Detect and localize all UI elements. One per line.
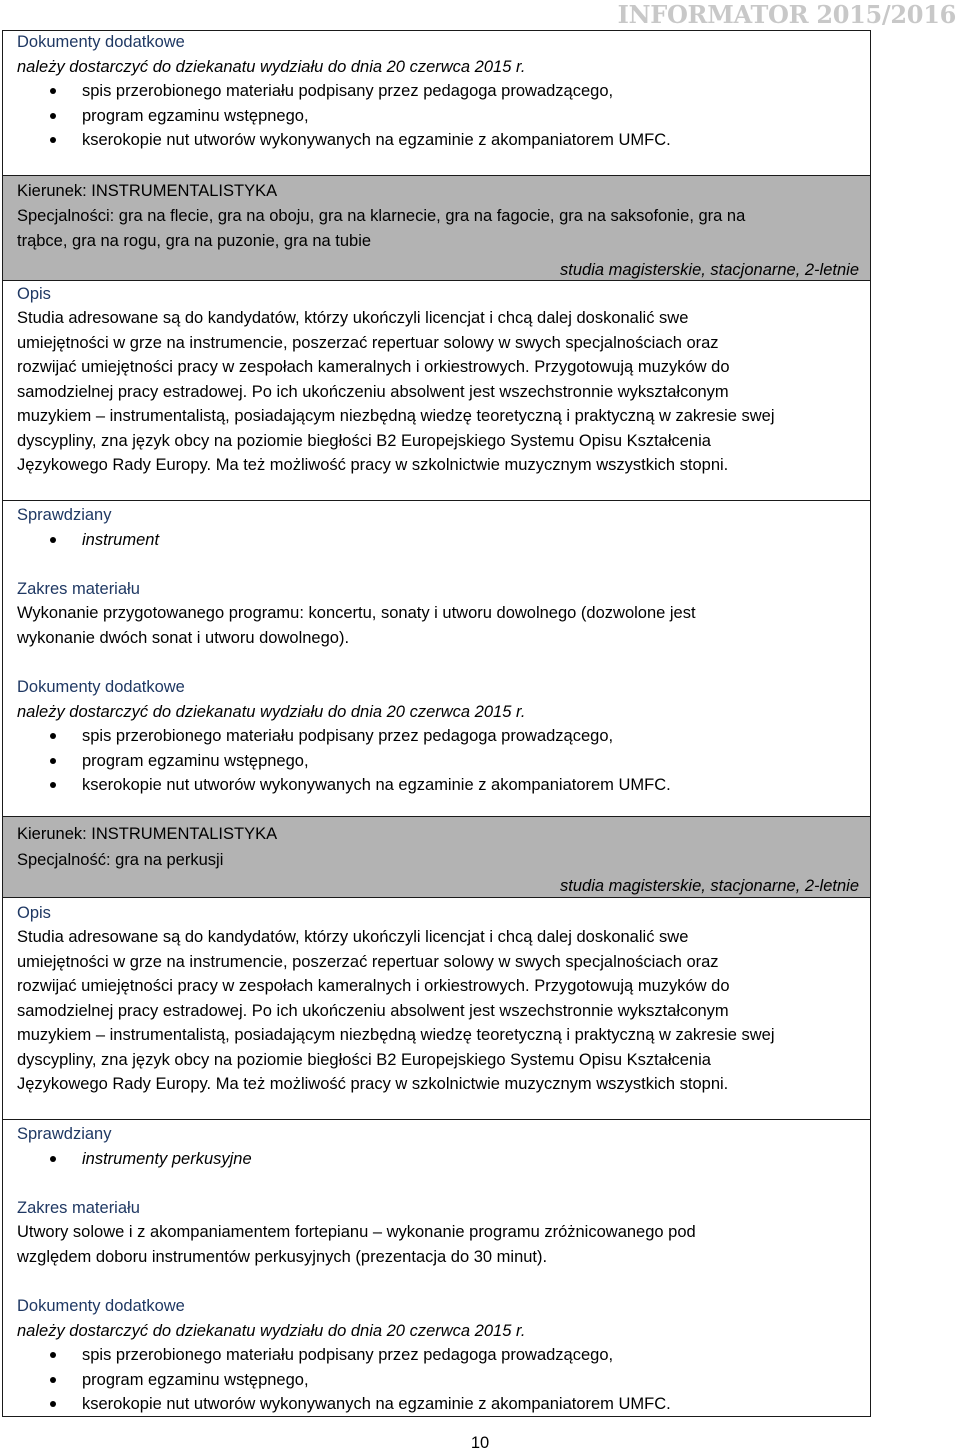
- section-heading-opis: Opis: [17, 285, 51, 303]
- kierunek-title: Kierunek: INSTRUMENTALISTYKA: [17, 182, 278, 200]
- bullet-icon: [50, 782, 56, 788]
- list-item: spis przerobionego materiału podpisany przez pedagoga prowadzącego,: [82, 1346, 614, 1364]
- divider: [3, 500, 870, 501]
- page-number: 10: [470, 1434, 490, 1452]
- zakres-line: względem doboru instrumentów perkusyjnych (prezentacja do 30 minut).: [17, 1248, 548, 1266]
- divider: [3, 897, 870, 898]
- zakres-line: Wykonanie przygotowanego programu: koncertu, sonaty i utworu dowolnego (dozwolone jest: [17, 604, 696, 622]
- bullet-icon: [50, 1377, 56, 1383]
- opis-line: dyscypliny, zna język obcy na poziomie biegłości B2 Europejskiego Systemu Opisu Kształcenia: [17, 1051, 711, 1069]
- document-header-title: INFORMATOR 2015/2016: [617, 0, 956, 29]
- opis-line: Językowego Rady Europy. Ma też możliwość pracy w szkolnictwie muzycznym wszystkich stopni.: [17, 456, 729, 474]
- list-item: program egzaminu wstępnego,: [82, 1371, 309, 1389]
- opis-line: Studia adresowane są do kandydatów, którzy ukończyli licencjat i chcą dalej doskonalić swe: [17, 928, 689, 946]
- list-item: program egzaminu wstępnego,: [82, 752, 309, 770]
- list-item: kserokopie nut utworów wykonywanych na egzaminie z akompaniatorem UMFC.: [82, 776, 671, 794]
- bullet-icon: [50, 1352, 56, 1358]
- section-heading-zakres: Zakres materiału: [17, 580, 140, 598]
- opis-line: muzykiem – instrumentalistą, posiadającym niezbędną wiedzę teoretyczną i praktyczną w zakresie swej: [17, 1026, 775, 1044]
- section-heading-sprawdziany: Sprawdziany: [17, 1125, 112, 1143]
- bullet-icon: [50, 1401, 56, 1407]
- list-item: instrumenty perkusyjne: [82, 1150, 252, 1168]
- opis-line: umiejętności w grze na instrumencie, poszerzać repertuar solowy w swych specjalnościach oraz: [17, 953, 719, 971]
- opis-line: Studia adresowane są do kandydatów, którzy ukończyli licencjat i chcą dalej doskonalić swe: [17, 309, 689, 327]
- section-heading-sprawdziany: Sprawdziany: [17, 506, 112, 524]
- opis-line: muzykiem – instrumentalistą, posiadającym niezbędną wiedzę teoretyczną i praktyczną w zakresie swej: [17, 407, 775, 425]
- section-heading-dokumenty: Dokumenty dodatkowe: [17, 678, 185, 696]
- section-heading-opis: Opis: [17, 904, 51, 922]
- specjalnosc-title: Specjalności: gra na flecie, gra na oboju, gra na klarnecie, gra na fagocie, gra na saksofonie, gra na: [17, 207, 746, 225]
- bullet-icon: [50, 537, 56, 543]
- list-item: spis przerobionego materiału podpisany przez pedagoga prowadzącego,: [82, 82, 614, 100]
- list-item: program egzaminu wstępnego,: [82, 107, 309, 125]
- bullet-icon: [50, 137, 56, 143]
- bullet-icon: [50, 88, 56, 94]
- kierunek-title: Kierunek: INSTRUMENTALISTYKA: [17, 825, 278, 843]
- study-mode-label: studia magisterskie, stacjonarne, 2-letnie: [560, 261, 859, 279]
- opis-line: samodzielnej pracy estradowej. Po ich ukończeniu absolwent jest wszechstronnie wykształconym: [17, 383, 729, 401]
- list-item: kserokopie nut utworów wykonywanych na egzaminie z akompaniatorem UMFC.: [82, 131, 671, 149]
- list-item: kserokopie nut utworów wykonywanych na egzaminie z akompaniatorem UMFC.: [82, 1395, 671, 1413]
- documents-box-top: [2, 30, 871, 176]
- bullet-icon: [50, 733, 56, 739]
- program-box-instrumentalistyka-perkusja: [2, 816, 871, 1417]
- section-heading-zakres: Zakres materiału: [17, 1199, 140, 1217]
- section-heading-dokumenty: Dokumenty dodatkowe: [17, 33, 185, 51]
- specjalnosc-title: Specjalność: gra na perkusji: [17, 851, 224, 869]
- opis-line: dyscypliny, zna język obcy na poziomie biegłości B2 Europejskiego Systemu Opisu Kształcenia: [17, 432, 711, 450]
- list-item: spis przerobionego materiału podpisany przez pedagoga prowadzącego,: [82, 727, 614, 745]
- deadline-text: należy dostarczyć do dziekanatu wydziału do dnia 20 czerwca 2015 r.: [17, 703, 526, 721]
- deadline-text: należy dostarczyć do dziekanatu wydziału do dnia 20 czerwca 2015 r.: [17, 58, 526, 76]
- opis-line: umiejętności w grze na instrumencie, poszerzać repertuar solowy w swych specjalnościach oraz: [17, 334, 719, 352]
- zakres-line: Utwory solowe i z akompaniamentem fortepianu – wykonanie programu zróżnicowanego pod: [17, 1223, 696, 1241]
- opis-line: Językowego Rady Europy. Ma też możliwość pracy w szkolnictwie muzycznym wszystkich stopni.: [17, 1075, 729, 1093]
- program-box-instrumentalistyka-dete: [2, 175, 871, 817]
- specjalnosc-title: trąbce, gra na rogu, gra na puzonie, gra na tubie: [17, 232, 372, 250]
- opis-line: rozwijać umiejętności pracy w zespołach kameralnych i orkiestrowych. Przygotowują muzyków do: [17, 977, 730, 995]
- section-heading-dokumenty: Dokumenty dodatkowe: [17, 1297, 185, 1315]
- opis-line: samodzielnej pracy estradowej. Po ich ukończeniu absolwent jest wszechstronnie wykształconym: [17, 1002, 729, 1020]
- deadline-text: należy dostarczyć do dziekanatu wydziału do dnia 20 czerwca 2015 r.: [17, 1322, 526, 1340]
- study-mode-label: studia magisterskie, stacjonarne, 2-letnie: [560, 877, 859, 895]
- bullet-icon: [50, 1156, 56, 1162]
- zakres-line: wykonanie dwóch sonat i utworu dowolnego).: [17, 629, 350, 647]
- list-item: instrument: [82, 531, 160, 549]
- opis-line: rozwijać umiejętności pracy w zespołach kameralnych i orkiestrowych. Przygotowują muzyków do: [17, 358, 730, 376]
- bullet-icon: [50, 113, 56, 119]
- bullet-icon: [50, 758, 56, 764]
- divider: [3, 1119, 870, 1120]
